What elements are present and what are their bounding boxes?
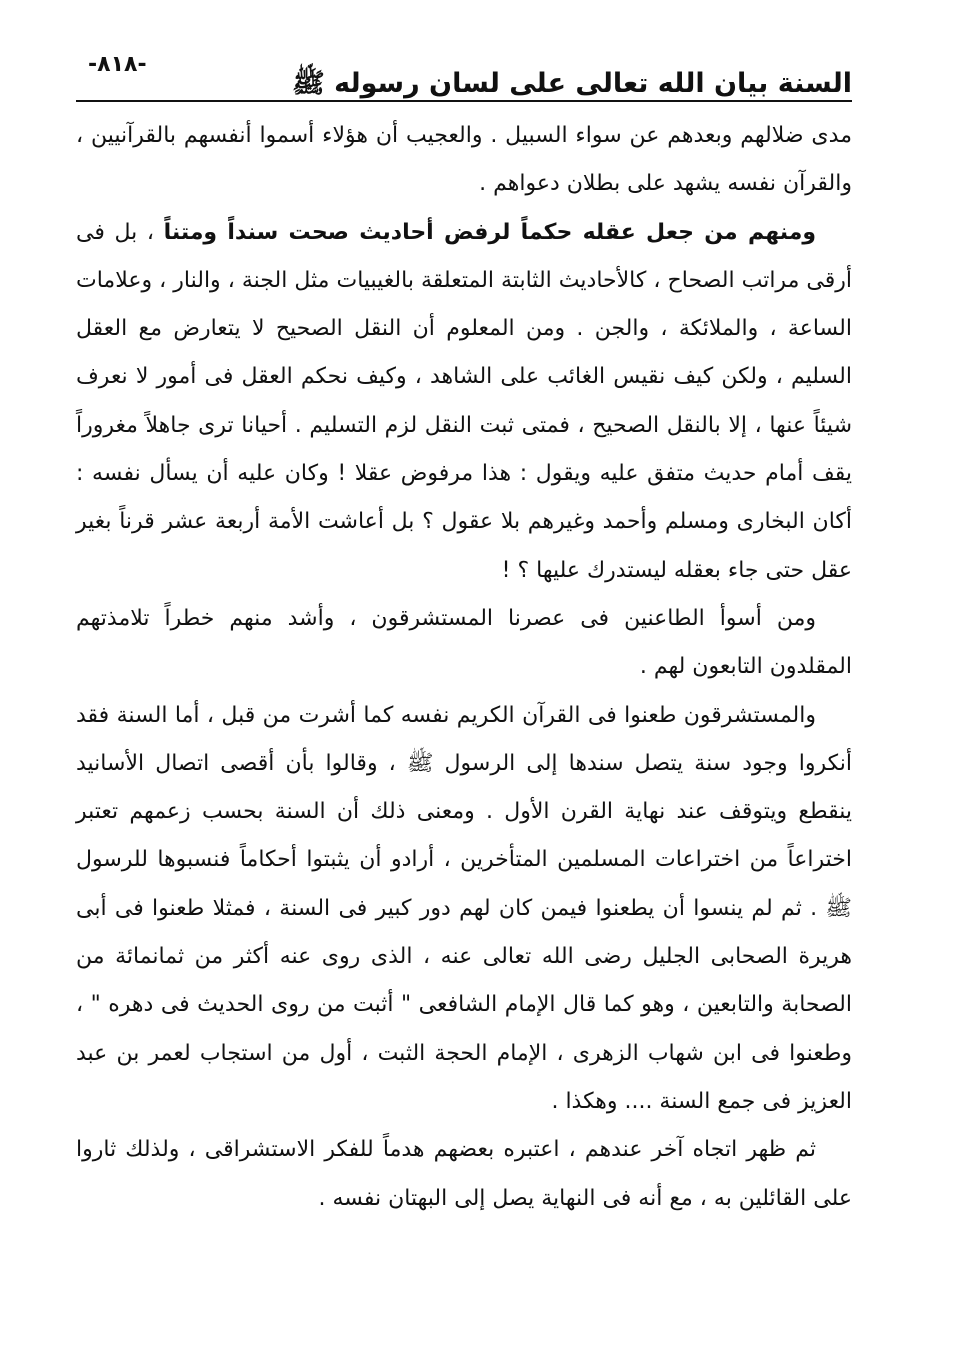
page-body — [76, 112, 852, 1223]
paragraph-3 — [76, 595, 852, 692]
paragraph-1 — [76, 112, 852, 209]
paragraph-4-text: والمستشرقون طعنوا فى القرآن الكريم نفسه كما أشرت من قبل ، أما السنة فقد أنكروا وجود سنة يتصل سندها إلى الرسول ﷺ ، وقالوا بأن أقصى اتصال الأسانيد ينقطع ويتوقف عند نهاية القرن الأول . ومعنى ذلك أن السنة بحسب زعمهم تعتبر اختراعاً من اختراعات المسلمين المتأخرين ، أرادو أن يثبتوا أحكاماً فنسبوها للرسول ﷺ . ثم لم ينسوا أن يطعنوا فيمن كان لهم دور كبير فى السنة ، فمثلا طعنوا فى أبى هريرة الصحابى الجليل رضى الله تعالى عنه ، الذى روى عنه أكثر من ثمانمائة من الصحابة والتابعين ، وهو كما قال الإمام الشافعى " أثبت من روى الحديث فى دهره " ، وطعنوا فى ابن شهاب الزهرى ، الإمام الحجة الثبت ، أول من استجاب لعمر بن عبد العزيز فى جمع السنة .... وهكذا . — [76, 702, 852, 1114]
paragraph-2-text: ، بل فى أرقى مراتب الصحاح ، كالأحاديث الثابتة المتعلقة بالغيبيات مثل الجنة ، والنار ، وعلامات الساعة ، والملائكة ، والجن . ومن المعلوم أن النقل الصحيح لا يتعارض مع العقل السليم ، ولكن كيف نقيس الغائب على الشاهد ، وكيف نحكم العقل فى أمور لا نعرف شيئاً عنها ، إلا بالنقل الصحيح ، فمتى ثبت النقل لزم التسليم . أحيانا ترى جاهلاً مغروراً يقف أمام حديث متفق عليه ويقول : هذا مرفوض عقلا ! وكان عليه أن يسأل نفسه : أكان البخارى ومسلم وأحمد وغيرهم بلا عقول ؟ بل أعاشت الأمة أربعة عشر قرناً بغير عقل حتى جاء بعقله ليستدرك عليها ؟ ! — [76, 219, 852, 583]
paragraph-2-bold-lead: ومنهم من جعل عقله حكماً لرفض أحاديث صحت سنداً ومتناً — [163, 219, 816, 245]
paragraph-3-text: ومن أسوأ الطاعنين فى عصرنا المستشرقون ، وأشد منهم خطراً تلامذتهم المقلدون التابعون لهم . — [76, 605, 852, 680]
paragraph-2 — [76, 209, 852, 595]
running-title: السنة بيان الله تعالى على لسان رسوله ﷺ — [292, 68, 852, 99]
paragraph-5 — [76, 1126, 852, 1223]
paragraph-4 — [76, 692, 852, 1127]
page-header — [76, 48, 852, 102]
page-number: -٨١٨- — [88, 52, 147, 77]
paragraph-5-text: ثم ظهر اتجاه آخر عندهم ، اعتبره بعضهم هدماً للفكر الاستشراقى ، ولذلك ثاروا على القائلين به ، مع أنه فى النهاية يصل إلى البهتان نفسه . — [76, 1137, 852, 1211]
paragraph-1-text: مدى ضلالهم وبعدهم عن سواء السبيل . والعجيب أن هؤلاء أسموا أنفسهم بالقرآنيين ، والقرآن نفسه يشهد على بطلان دعواهم . — [76, 123, 852, 197]
